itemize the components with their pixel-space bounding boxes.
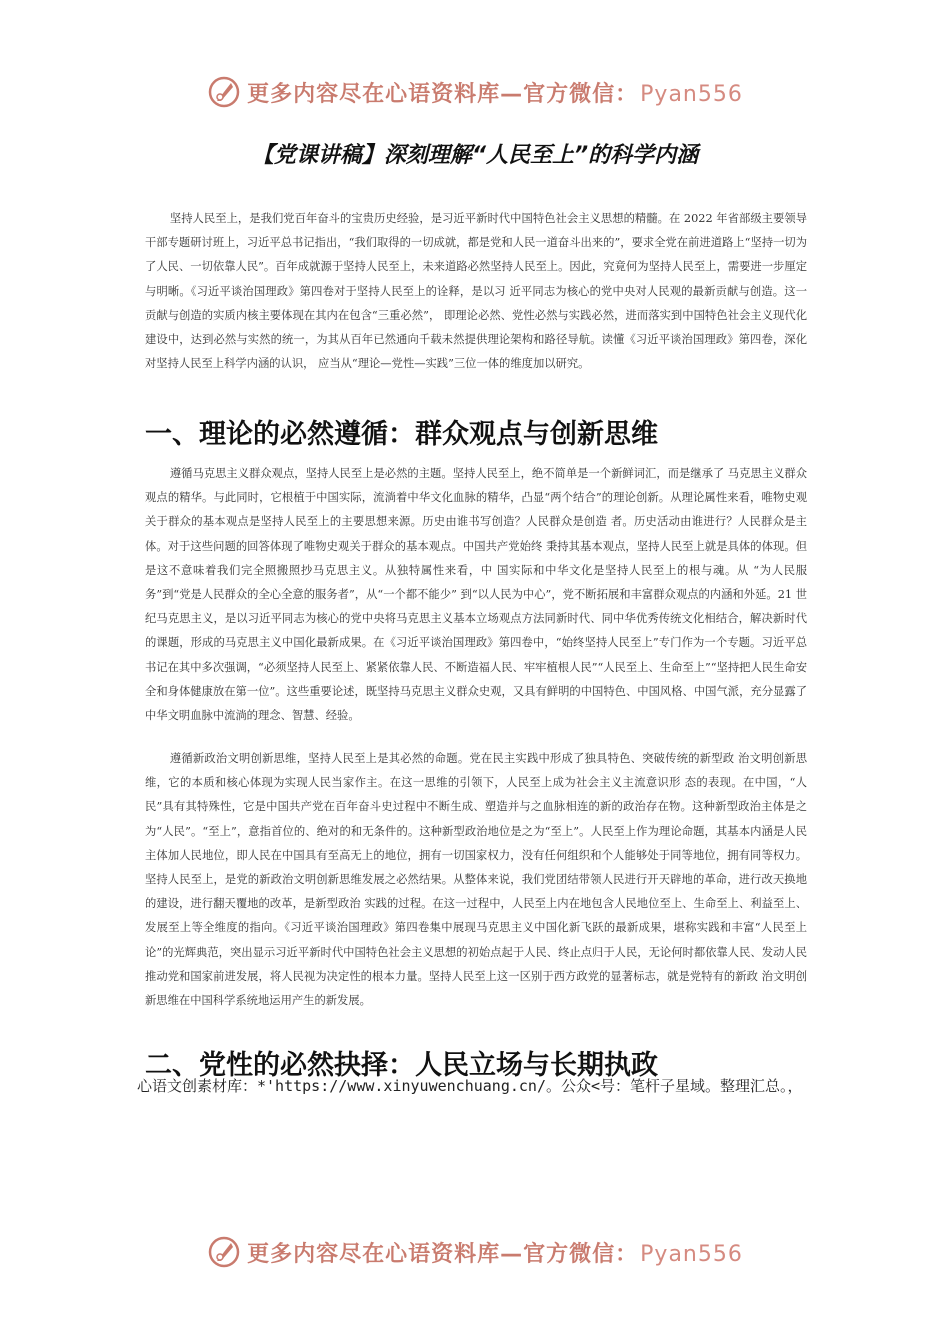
intro-paragraph: 坚持人民至上，是我们党百年奋斗的宝贵历史经验，是习近平新时代中国特色社会主义思想的精髓。在 2022 年省部级主要领导干部专题研讨班上，习近平总书记指出，“我们取得的一切成就，都是党和人民一道奋斗出来的”，要求全党在前进道路上“坚持一切为了人民、一切依靠人民”。百年成就源于坚持人民至上，未来道路必然坚持人民至上。因此，究竟何为坚持人民至上，需要进一步厘定与明晰。《习近平谈治国理政》第四卷对于坚持人民至上的诠释，是以习 近平同志为核心的党中央对人民观的最新贡献与创造。这一贡献与创造的实质内核主要体现在其内在包含“三重必然”， 即理论必然、党性必然与实践必然，进而落实到中国特色社会主义现代化建设中，达到必然与实然的统一，为其从百年已然通向千载未然提供理论架构和路径导航。读懂《习近平谈治国理政》第四卷，深化对坚持人民至上科学内涵的认识， 应当从“理论—党性—实践”三位一体的维度加以研究。 xyxy=(145,212,807,371)
watermark-banner-bottom xyxy=(0,1232,950,1272)
quill-in-circle-icon xyxy=(207,1235,241,1269)
quill-in-circle-icon xyxy=(207,75,241,109)
watermark-banner-top xyxy=(0,72,950,112)
section-1-paragraph-2: 遵循新政治文明创新思维，坚持人民至上是其必然的命题。党在民主实践中形成了独具特色、突破传统的新型政 治文明创新思维，它的本质和核心体现为实现人民当家作主。在这一思维的引领下，人民至上成为社会主义主流意识形 态的表现。在中国，“人民”具有其特殊性，它是中国共产党在百年奋斗史过程中不断生成、塑造并与之血脉相连的新的政治存在物。这种新型政治主体是之为“人民”。“至上”，意指首位的、绝对的和无条件的。这种新型政治地位是之为“至上”。人民至上作为理论命题，其基本内涵是人民主体加人民地位，即人民在中国具有至高无上的地位，拥有一切国家权力，没有任何组织和个人能够处于同等地位，拥有同等权力。坚持人民至上，是党的新政治文明创新思维发展之必然结果。从整体来说，我们党团结带领人民进行开天辟地的革命，进行改天换地的建设，进行翻天覆地的改革，是新型政治 实践的过程。在这一过程中，人民至上内在地包含人民地位至上、生命至上、利益至上、发展至上等全维度的指向。《习近平谈治国理政》第四卷集中展现马克思主义中国化新飞跃的最新成果，堪称实践和丰富“人民至上论”的光辉典范，突出显示习近平新时代中国特色社会主义思想的初始点起于人民、终止点归于人民，无论何时都依靠人民、发动人民推动党和国家前进发展，将人民视为决定性的根本力量。坚持人民至上这一区别于西方政党的显著标志，就是党特有的新政 治文明创新思维在中国科学系统地运用产生的新发展。 xyxy=(145,752,807,1008)
watermark-text: 更多内容尽在心语资料库—官方微信：Pyan556 xyxy=(247,1241,743,1267)
document-title: 【党课讲稿】深刻理解“人民至上”的科学内涵 xyxy=(251,143,699,168)
section-2-heading: 二、党性的必然抉择：人民立场与长期执政 xyxy=(145,1050,658,1081)
section-1-heading: 一、理论的必然遵循：群众观点与创新思维 xyxy=(145,419,658,450)
source-note: 心语文创素材库：*'https://www.xinyuwenchuang.cn/。公众<号：笔杆子星域。整理汇总。， xyxy=(137,1077,803,1095)
watermark-text: 更多内容尽在心语资料库—官方微信：Pyan556 xyxy=(247,81,743,107)
wechat-id: Pyan556 xyxy=(640,81,743,107)
wechat-id: Pyan556 xyxy=(640,1241,743,1267)
section-1-paragraph-1: 遵循马克思主义群众观点，坚持人民至上是必然的主题。坚持人民至上，绝不简单是一个新鲜词汇，而是继承了 马克思主义群众观点的精华。与此同时，它根植于中国实际，流淌着中华文化血脉的精华，凸显“两个结合”的理论创新。从理论属性来看，唯物史观关于群众的基本观点是坚持人民至上的主要思想来源。历史由谁书写创造？人民群众是创造 者。历史活动由谁进行？人民群众是主体。对于这些问题的回答体现了唯物史观关于群众的基本观点。中国共产党始终 秉持其基本观点，坚持人民至上就是具体的体现。但是这不意味着我们完全照搬照抄马克思主义。从独特属性来看，中 国实际和中华文化是坚持人民至上的根与魂。从 “为人民服务”到“党是人民群众的全心全意的服务者”，从“一个都不能少” 到“以人民为中心”，党不断拓展和丰富群众观点的内涵和外延。21 世纪马克思主义，是以习近平同志为核心的党中央将马克思主义基本立场观点方法同新时代、同中华优秀传统文化相结合，解决新时代的课题，形成的马克思主义中国化最新成果。在《习近平谈治国理政》第四卷中，“始终坚持人民至上”专门作为一个专题。习近平总书记在其中多次强调，“必须坚持人民至上、紧紧依靠人民、不断造福人民、牢牢植根人民”“人民至上、生命至上”“坚持把人民生命安全和身体健康放在第一位”。这些重要论述，既坚持马克思主义群众史观，又具有鲜明的中国特色、中国风格、中国气派，充分显露了中华文明血脉中流淌的理念、智慧、经验。 xyxy=(145,467,807,723)
